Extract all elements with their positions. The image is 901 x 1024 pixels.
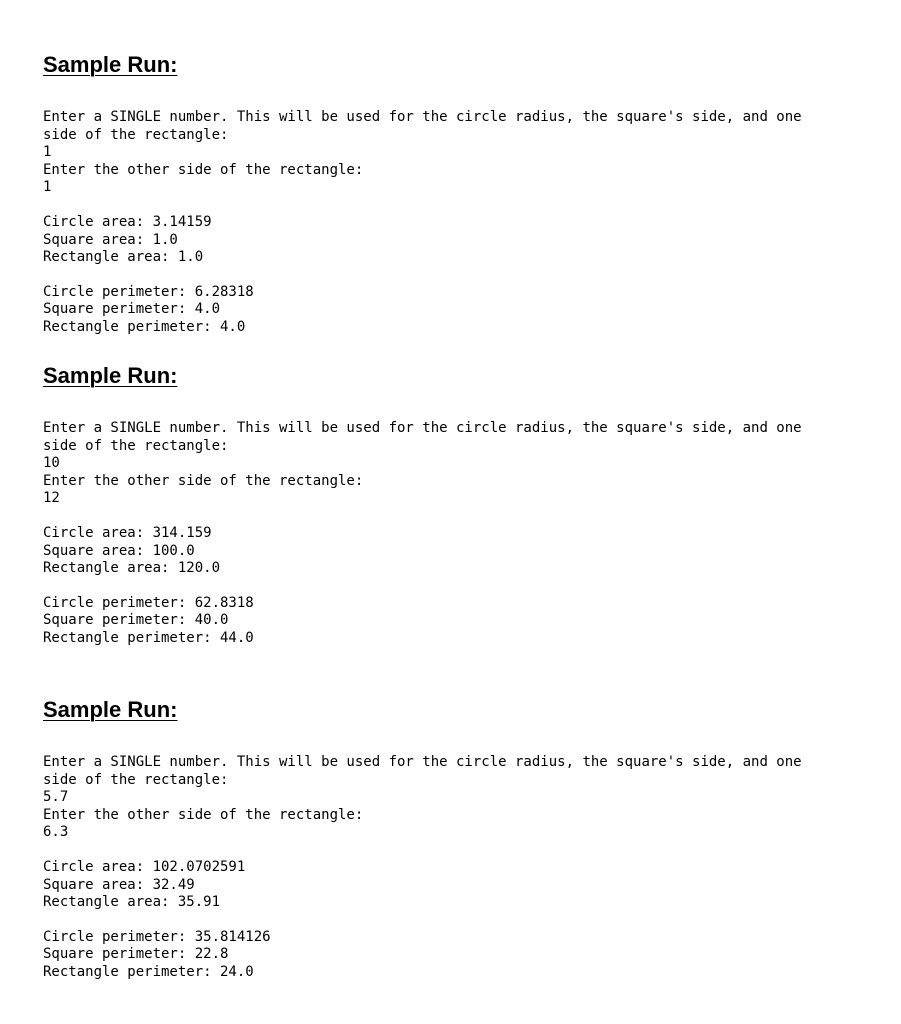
user-input: 10	[43, 455, 60, 472]
circle-perimeter-line: Circle perimeter: 35.814126	[43, 928, 271, 945]
prompt-line: Enter a SINGLE number. This will be used for the circle radius, the square's side, and one	[43, 754, 802, 770]
perimeter-results	[43, 284, 883, 337]
rectangle-area-line: Rectangle area: 120.0	[43, 560, 221, 577]
sample-run-3	[43, 696, 883, 982]
user-input: 1	[43, 144, 52, 161]
user-input: 6.3	[43, 824, 69, 841]
square-perimeter-line: Square perimeter: 22.8	[43, 946, 229, 963]
prompt-line: Enter the other side of the rectangle:	[43, 161, 364, 178]
circle-area-line: Circle area: 102.0702591	[43, 858, 246, 875]
rectangle-area-line: Rectangle area: 1.0	[43, 249, 204, 266]
sample-run-heading: Sample Run:	[43, 697, 178, 722]
rectangle-perimeter-line: Rectangle perimeter: 44.0	[43, 629, 254, 646]
circle-area-line: Circle area: 3.14159	[43, 213, 212, 230]
square-area-line: Square area: 100.0	[43, 542, 195, 559]
console-output	[43, 420, 883, 648]
sample-run-2	[43, 362, 883, 648]
rectangle-perimeter-line: Rectangle perimeter: 4.0	[43, 318, 246, 335]
user-input: 5.7	[43, 789, 69, 806]
circle-perimeter-line: Circle perimeter: 62.8318	[43, 594, 254, 611]
sample-run-heading: Sample Run:	[43, 52, 178, 77]
user-input: 12	[43, 490, 60, 507]
user-input: 1	[43, 179, 52, 196]
sample-run-heading: Sample Run:	[43, 363, 178, 388]
rectangle-area-line: Rectangle area: 35.91	[43, 894, 221, 911]
console-output	[43, 109, 883, 337]
prompt-line: Enter a SINGLE number. This will be used for the circle radius, the square's side, and one	[43, 420, 802, 436]
square-area-line: Square area: 1.0	[43, 231, 178, 248]
prompt-line: side of the rectangle:	[43, 126, 229, 143]
area-results	[43, 214, 883, 267]
circle-area-line: Circle area: 314.159	[43, 524, 212, 541]
area-results	[43, 859, 883, 912]
square-perimeter-line: Square perimeter: 4.0	[43, 301, 221, 318]
prompt-line: Enter a SINGLE number. This will be used for the circle radius, the square's side, and one	[43, 109, 802, 125]
prompt-line: side of the rectangle:	[43, 771, 229, 788]
rectangle-perimeter-line: Rectangle perimeter: 24.0	[43, 963, 254, 980]
prompt-line: side of the rectangle:	[43, 437, 229, 454]
square-perimeter-line: Square perimeter: 40.0	[43, 612, 229, 629]
square-area-line: Square area: 32.49	[43, 876, 195, 893]
prompt-line: Enter the other side of the rectangle:	[43, 472, 364, 489]
prompt-line: Enter the other side of the rectangle:	[43, 806, 364, 823]
console-output	[43, 754, 883, 982]
perimeter-results	[43, 929, 883, 982]
circle-perimeter-line: Circle perimeter: 6.28318	[43, 283, 254, 300]
area-results	[43, 525, 883, 578]
perimeter-results	[43, 595, 883, 648]
sample-run-1	[43, 51, 883, 337]
